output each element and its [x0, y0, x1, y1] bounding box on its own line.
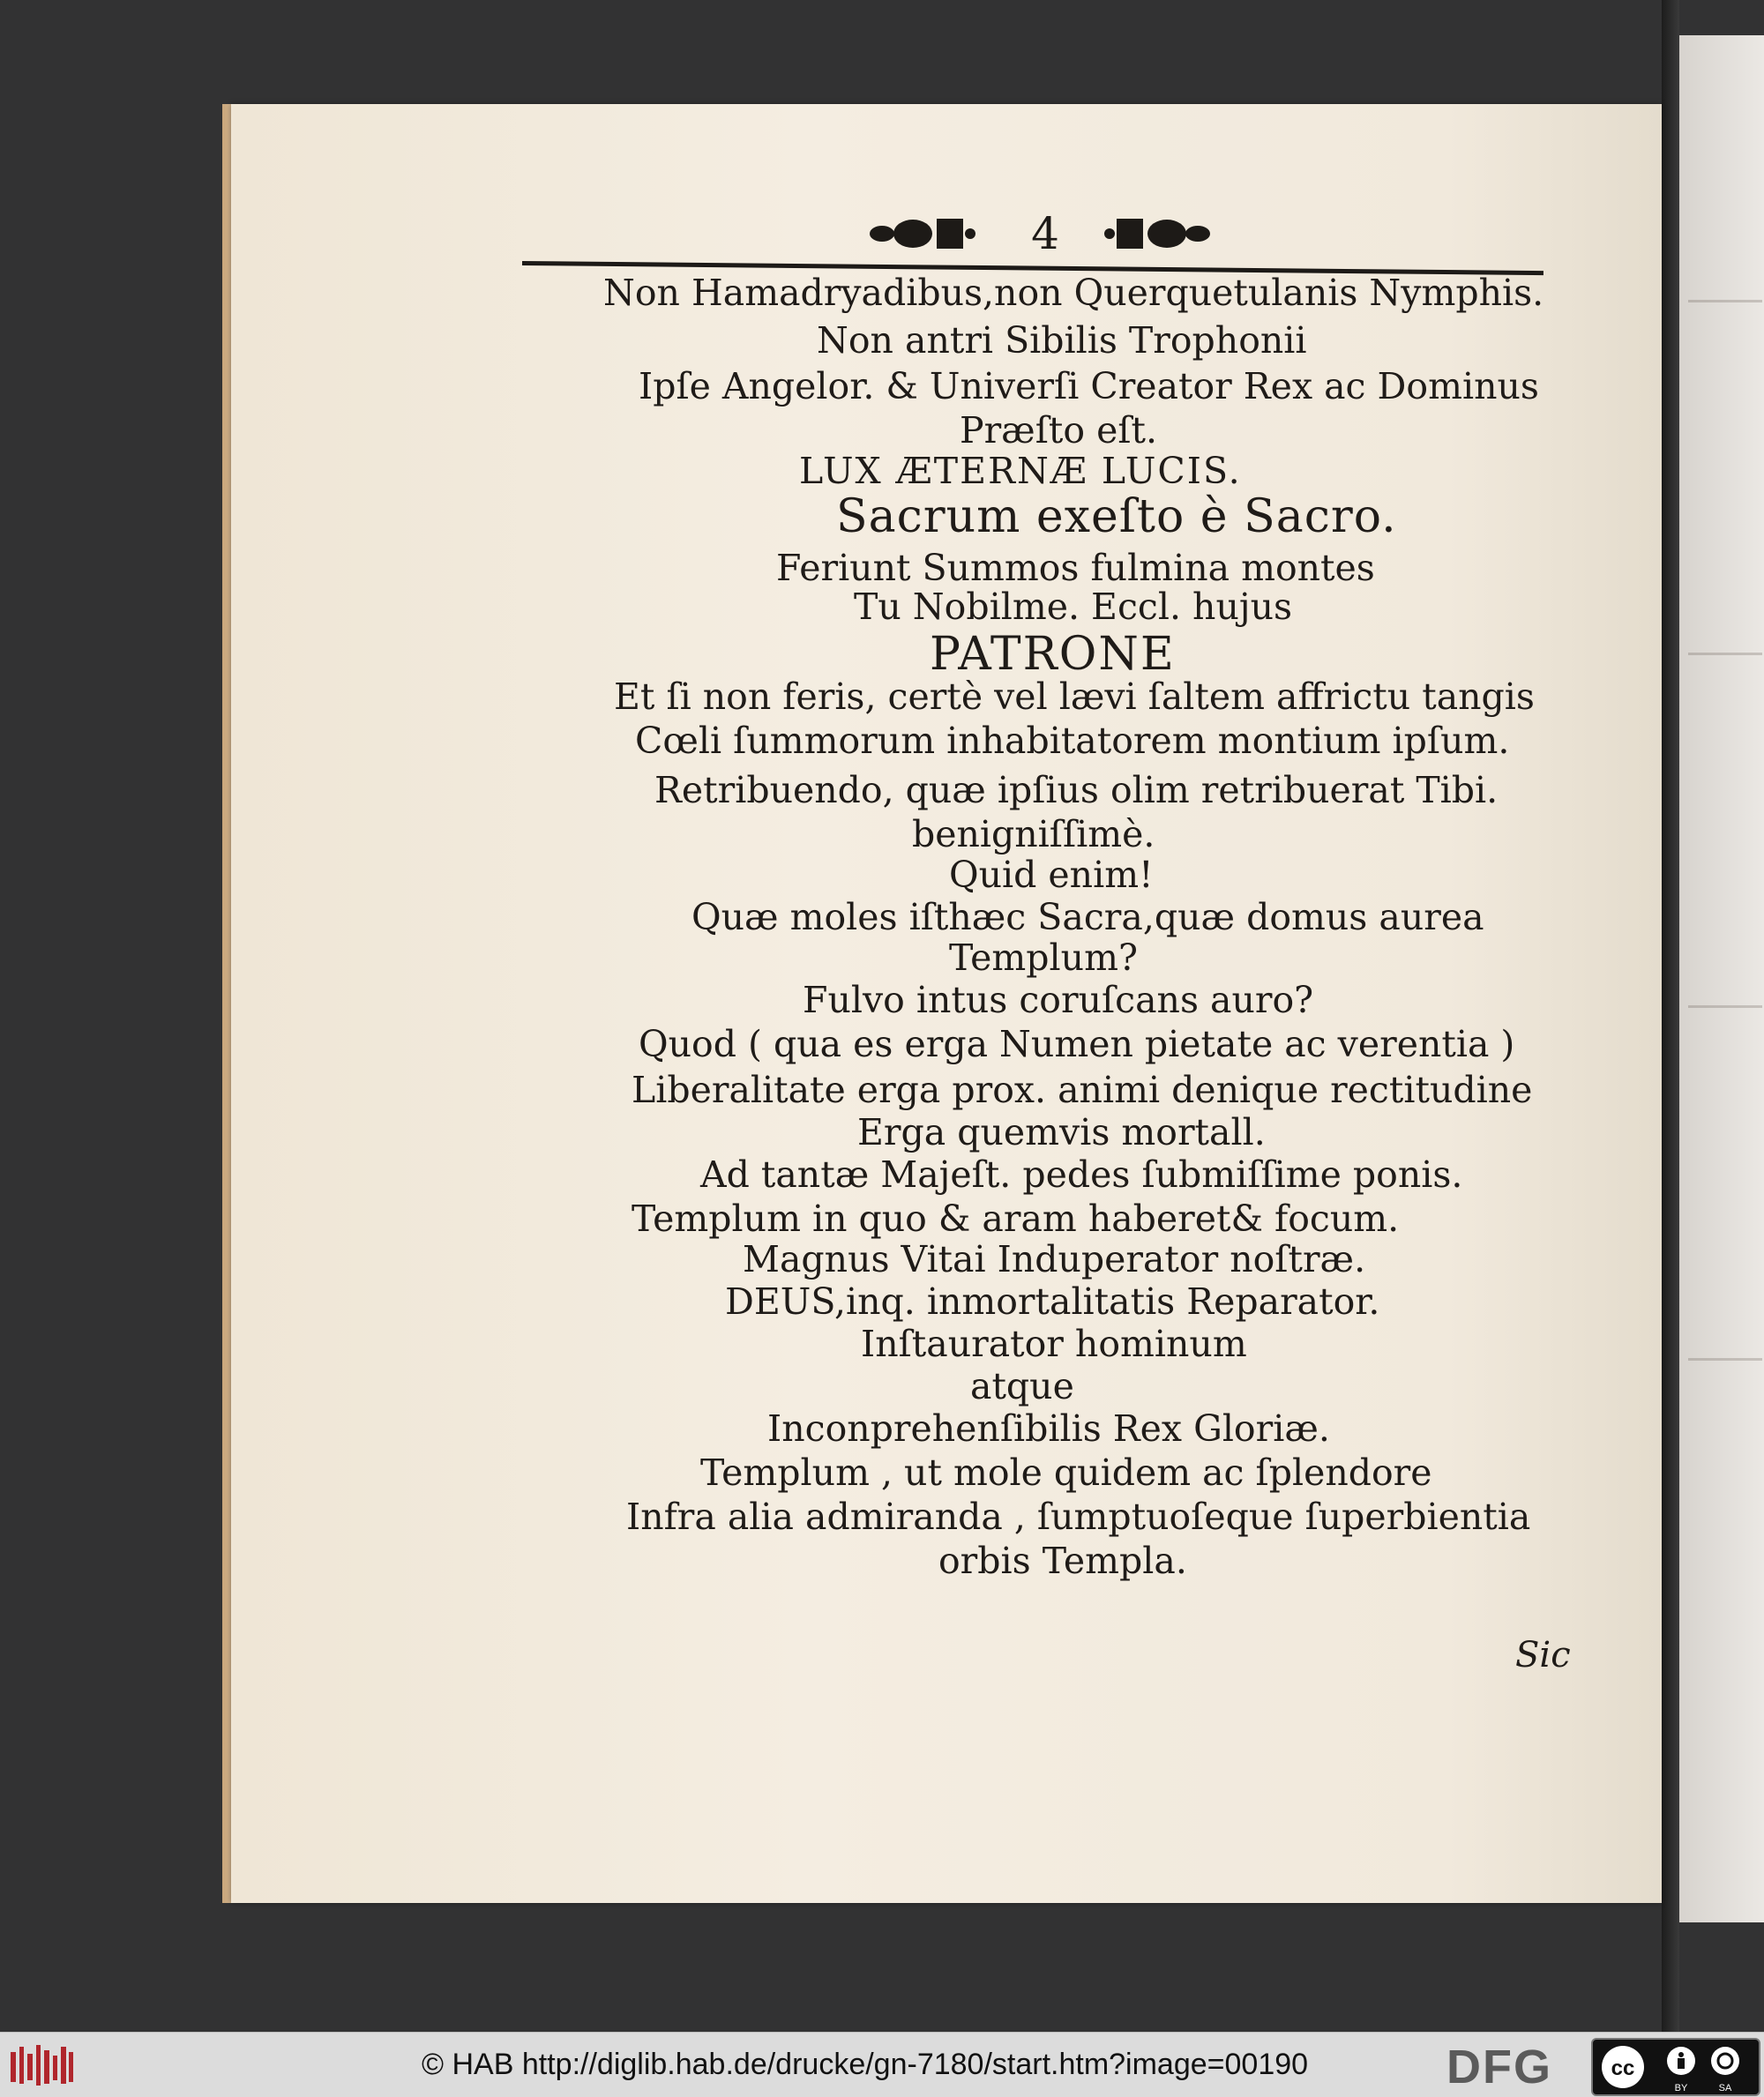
catchword: Sic — [1515, 1635, 1571, 1675]
text-line: Tu Nobilme. Eccl. hujus — [854, 586, 1293, 628]
text-line: Inſtaurator hominum — [861, 1323, 1247, 1365]
svg-text:cc: cc — [1611, 2056, 1635, 2080]
text-line: Præſto eſt. — [960, 409, 1158, 451]
text-line: Feriunt Summos fulmina montes — [776, 547, 1375, 589]
text-line: Templum? — [949, 937, 1138, 979]
text-line: Quæ moles iſthæc Sacra,quæ domus aurea — [691, 896, 1484, 938]
cc-by-sa-icon[interactable] — [1591, 2038, 1760, 2096]
text-line: Magnus Vitai Induperator noſtræ. — [743, 1238, 1366, 1280]
text-line: Ipſe Angelor. & Univerſi Creator Rex ac Dominus — [639, 365, 1539, 407]
text-line: Cœli ſummorum inhabitatorem montium ipſum. — [635, 720, 1510, 762]
text-line: Quod ( qua es erga Numen pietate ac verentia ) — [639, 1023, 1515, 1065]
text-line: Templum in quo & aram haberet& focum. — [632, 1198, 1400, 1240]
text-line: Non Hamadryadibus,non Querquetulanis Nymphis. — [603, 272, 1544, 314]
text-line: Quid enim! — [949, 854, 1154, 896]
copyright-link[interactable]: © HAB http://diglib.hab.de/drucke/gn-7180/start.htm?image=00190 — [422, 2048, 1309, 2081]
text-line: Infra alia admiranda , ſumptuoſeque ſuperbientia — [626, 1496, 1531, 1538]
text-line: Ad tantæ Majeſt. pedes ſubmiſſime ponis. — [700, 1153, 1463, 1196]
dfg-logo: DFG — [1446, 2041, 1552, 2093]
text-line: Et ſi non feris, certè vel lævi ſaltem affrictu tangis — [614, 675, 1535, 718]
footer-bar — [0, 2032, 1764, 2097]
svg-text:SA: SA — [1718, 2083, 1732, 2093]
text-line: Retribuendo, quæ ipſius olim retribuerat Tibi. — [654, 769, 1499, 811]
hab-logo-icon — [11, 2043, 74, 2087]
text-line: Non antri Sibilis Trophonii — [817, 319, 1307, 362]
text-line: DEUS,inq. inmortalitatis Reparator. — [725, 1280, 1380, 1323]
text-line: LUX ÆTERNÆ LUCIS. — [799, 450, 1242, 492]
text-line: Templum , ut mole quidem ac ſplendore — [700, 1451, 1432, 1494]
text-line: orbis Templa. — [938, 1540, 1187, 1582]
text-line: Erga quemvis mortall. — [857, 1111, 1266, 1153]
text-line: Sacrum exeſto è Sacro. — [836, 490, 1397, 543]
text-line: Fulvo intus coruſcans auro? — [803, 979, 1314, 1021]
text-line: PATRONE — [930, 628, 1176, 681]
text-line: Inconprehenſibilis Rex Gloriæ. — [767, 1407, 1330, 1450]
svg-text:BY: BY — [1674, 2083, 1688, 2093]
text-line: atque — [970, 1365, 1074, 1407]
text-line: Liberalitate erga prox. animi denique rectitudine — [632, 1069, 1533, 1111]
page-number: 4 — [1031, 208, 1059, 259]
text-line: benigniſſimè. — [912, 813, 1155, 855]
